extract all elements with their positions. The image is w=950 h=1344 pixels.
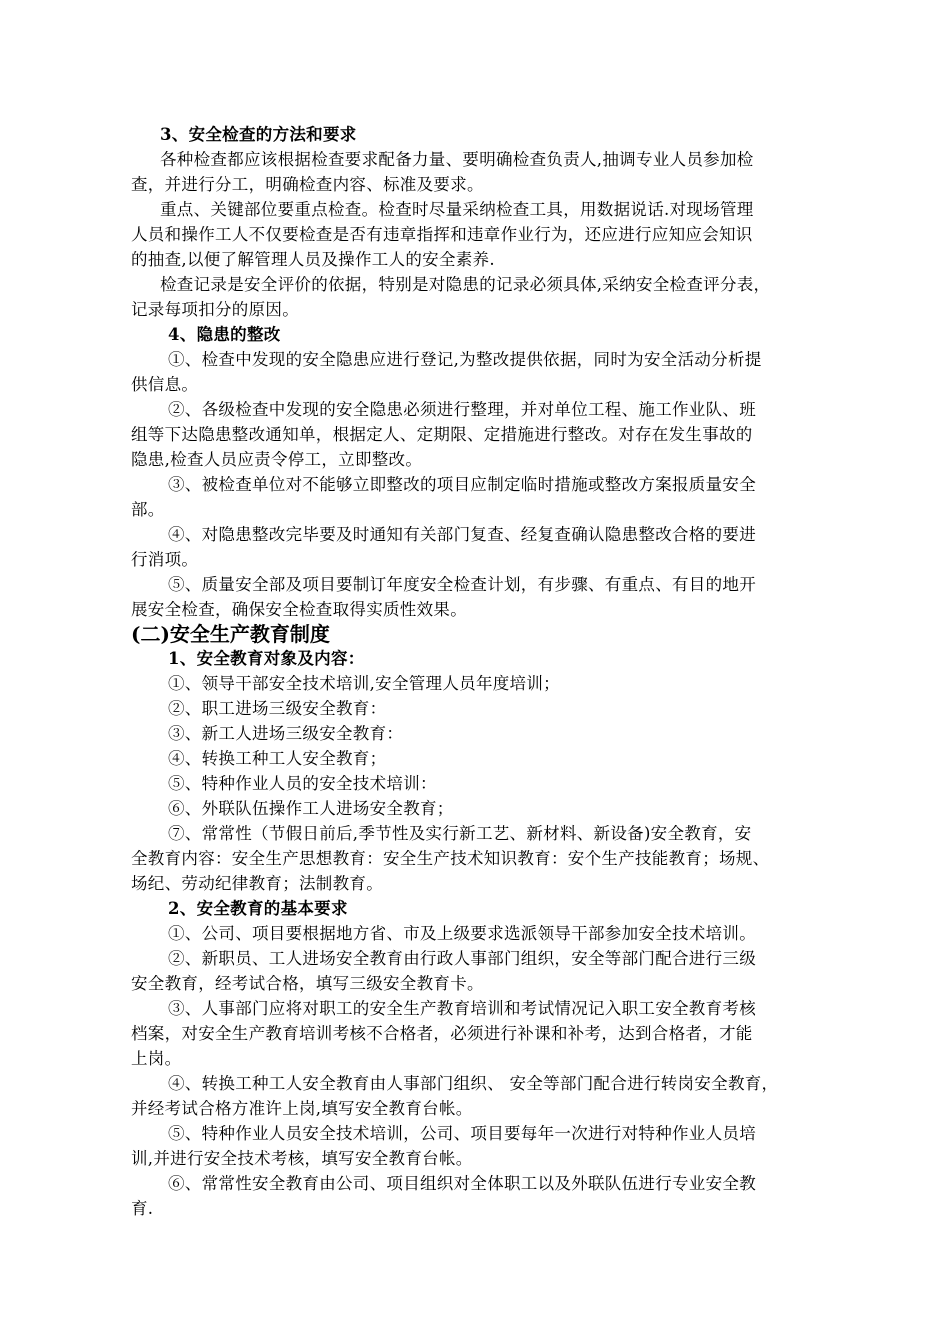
- subsection-heading: 3、安全检查的方法和要求: [160, 125, 357, 144]
- paragraph-line: 记录每项扣分的原因。: [131, 300, 299, 319]
- paragraph-line: ④、转换工种工人安全教育由人事部门组织、 安全等部门配合进行转岗安全教育，: [168, 1074, 779, 1093]
- document-body: [131, 122, 861, 1221]
- paragraph-line: 重点、关键部位要重点检查。检查时尽量采纳检查工具，用数据说话.对现场管理: [160, 200, 754, 219]
- paragraph-line: ③、新工人进场三级安全教育：: [168, 724, 404, 743]
- paragraph-line: 育.: [131, 1199, 154, 1218]
- paragraph-line: ①、领导干部安全技术培训,安全管理人员年度培训；: [168, 674, 560, 693]
- paragraph-line: 的抽查,以便了解管理人员及操作工人的安全素养.: [131, 250, 495, 269]
- paragraph-line: ②、各级检查中发现的安全隐患必须进行整理，并对单位工程、施工作业队、班: [168, 400, 756, 419]
- paragraph-line: 上岗。: [131, 1049, 182, 1068]
- paragraph-line: 各种检查都应该根据检查要求配备力量、要明确检查负责人,抽调专业人员参加检: [160, 150, 754, 169]
- paragraph-line: 行消项。: [131, 550, 199, 569]
- paragraph-line: 检查记录是安全评价的依据，特别是对隐患的记录必须具体,采纳安全检查评分表，: [160, 275, 771, 294]
- paragraph-line: ②、新职员、工人进场安全教育由行政人事部门组织，安全等部门配合进行三级: [168, 949, 756, 968]
- paragraph-line: ①、公司、项目要根据地方省、市及上级要求选派领导干部参加安全技术培训。: [168, 924, 756, 943]
- paragraph-line: ④、对隐患整改完毕要及时通知有关部门复查、经复查确认隐患整改合格的要进: [168, 525, 756, 544]
- paragraph-line: ③、人事部门应将对职工的安全生产教育培训和考试情况记入职工安全教育考核: [168, 999, 756, 1018]
- paragraph-line: 训,并进行安全技术考核，填写安全教育台帐。: [131, 1149, 473, 1168]
- paragraph-line: 安全教育，经考试合格，填写三级安全教育卡。: [131, 974, 484, 993]
- paragraph-line: 场纪、劳动纪律教育；法制教育。: [131, 874, 383, 893]
- subsection-heading: 4、隐患的整改: [168, 325, 281, 344]
- paragraph-line: 组等下达隐患整改通知单，根据定人、定期限、定措施进行整改。对存在发生事故的: [131, 425, 753, 444]
- paragraph-line: 展安全检查，确保安全检查取得实质性效果。: [131, 600, 467, 619]
- paragraph-line: 查，并进行分工，明确检查内容、标准及要求。: [131, 175, 484, 194]
- subsection-heading: 1、安全教育对象及内容：: [168, 649, 365, 668]
- paragraph-line: ⑥、常常性安全教育由公司、项目组织对全体职工以及外联队伍进行专业安全教: [168, 1174, 756, 1193]
- paragraph-line: ④、转换工种工人安全教育；: [168, 749, 387, 768]
- paragraph-line: ②、职工进场三级安全教育：: [168, 699, 387, 718]
- paragraph-line: ⑦、常常性（节假日前后,季节性及实行新工艺、新材料、新设备)安全教育，安: [168, 824, 752, 843]
- section-heading: (二)安全生产教育制度: [131, 622, 330, 646]
- paragraph-line: 并经考试合格方准许上岗,填写安全教育台帐。: [131, 1099, 473, 1118]
- paragraph-line: 档案，对安全生产教育培训考核不合格者，必须进行补课和补考，达到合格者，才能: [131, 1024, 753, 1043]
- paragraph-line: 供信息。: [131, 375, 199, 394]
- subsection-heading: 2、安全教育的基本要求: [168, 899, 348, 918]
- paragraph-line: ⑤、特种作业人员的安全技术培训：: [168, 774, 437, 793]
- paragraph-line: 全教育内容：安全生产思想教育：安全生产技术知识教育：安个生产技能教育；场规、: [131, 849, 770, 868]
- paragraph-line: ③、被检查单位对不能够立即整改的项目应制定临时措施或整改方案报质量安全: [168, 475, 756, 494]
- paragraph-line: 人员和操作工人不仅要检查是否有违章指挥和违章作业行为，还应进行应知应会知识: [131, 225, 753, 244]
- paragraph-line: 部。: [131, 500, 165, 519]
- paragraph-line: 隐患,检查人员应责令停工，立即整改。: [131, 450, 423, 469]
- paragraph-line: ①、检查中发现的安全隐患应进行登记,为整改提供依据，同时为安全活动分析提: [168, 350, 762, 369]
- paragraph-line: ⑤、质量安全部及项目要制订年度安全检查计划，有步骤、有重点、有目的地开: [168, 575, 756, 594]
- paragraph-line: ⑤、特种作业人员安全技术培训，公司、项目要每年一次进行对特种作业人员培: [168, 1124, 756, 1143]
- paragraph-line: ⑥、外联队伍操作工人进场安全教育；: [168, 799, 454, 818]
